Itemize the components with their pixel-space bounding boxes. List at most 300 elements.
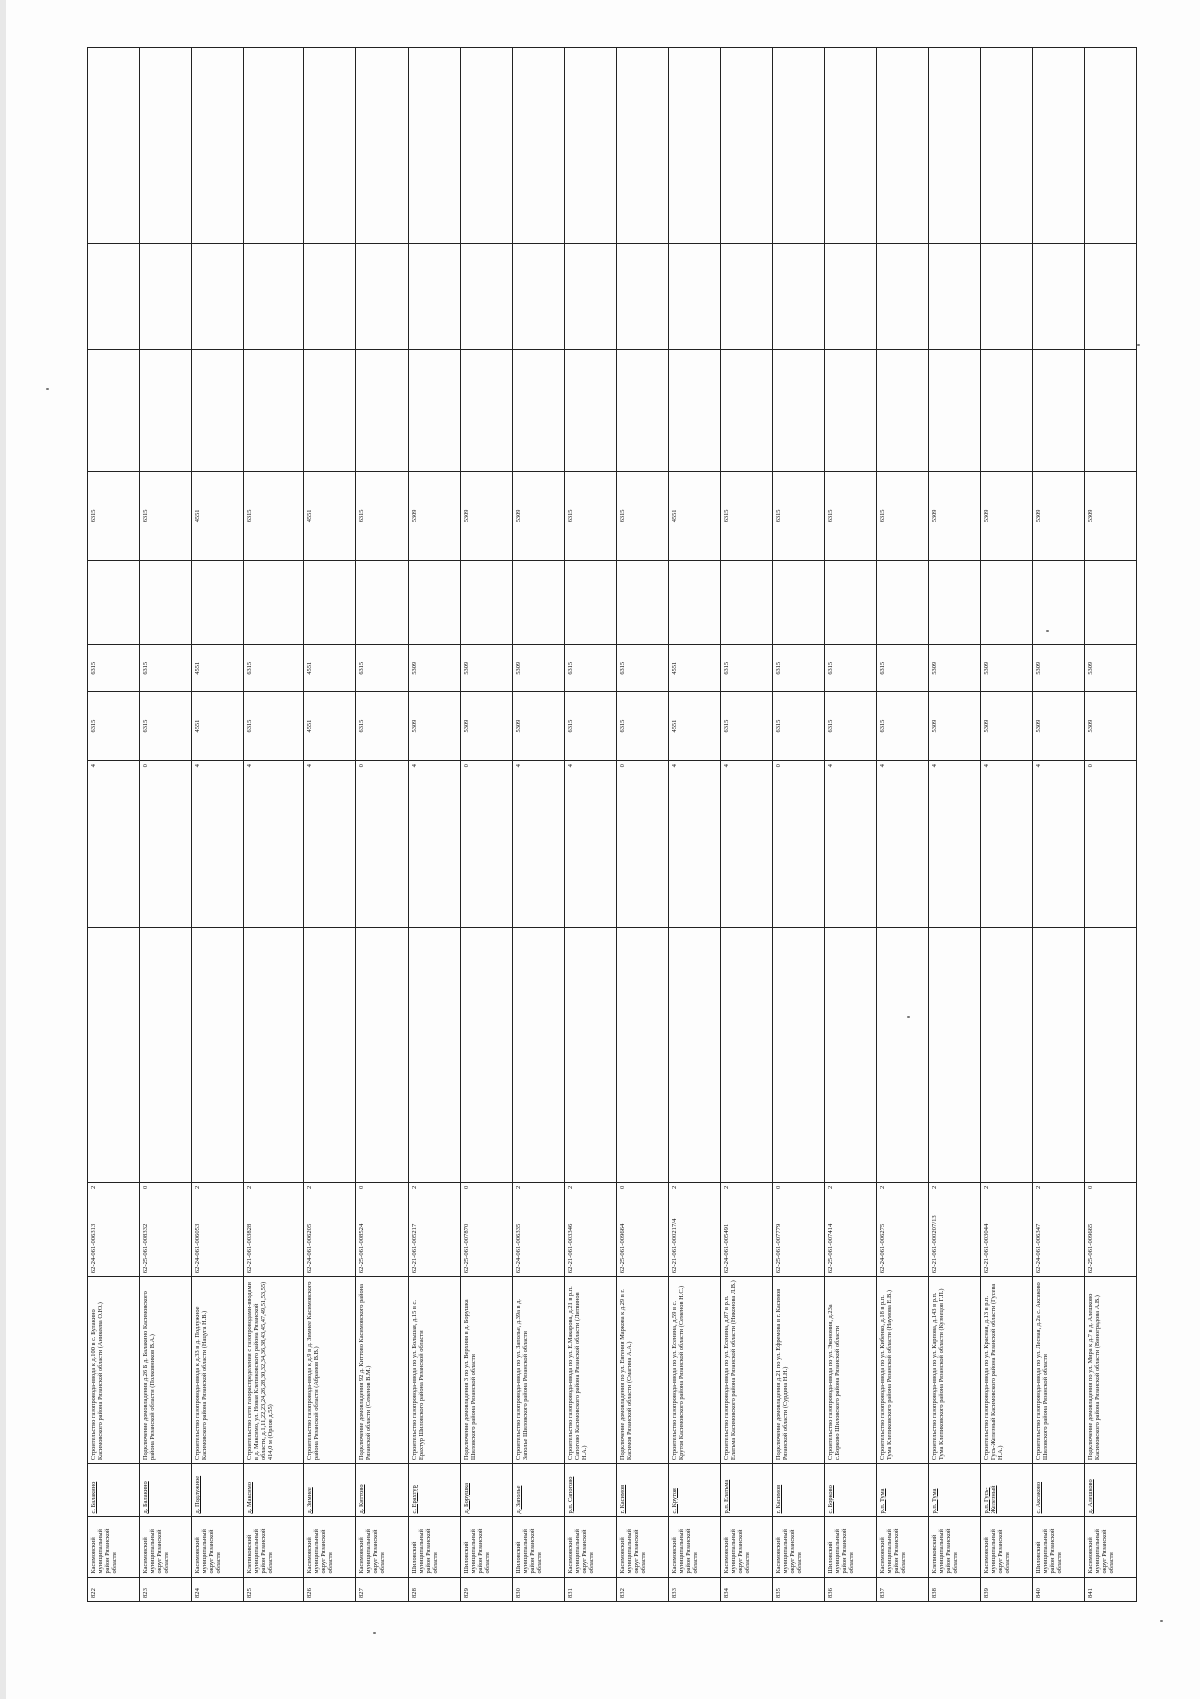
table-row [980, 48, 1032, 1602]
small-count: 2 [1034, 1185, 1042, 1189]
cost-cell-2: 6315 [88, 645, 140, 692]
empty-cell [408, 349, 460, 471]
work-description-cell: Подключение домовладения 3 по ул. Верхняя в д. Борушка Шиловского района Рязанской области [460, 1277, 512, 1464]
cost-cell-1: 5309 [928, 692, 980, 761]
empty-cell [140, 349, 192, 471]
cost-cell-2: 4551 [668, 645, 720, 692]
empty-cell [192, 349, 244, 471]
row-number-cell: 824 [192, 1577, 244, 1601]
settlement-cell: с. Крутоя [668, 1464, 720, 1517]
work-description-cell: Строительство газопровода-ввода по ул. Е.Макарова, д.21 в р.п. Сапогово Касимовского района Рязанской области (Литвинов Н.А.) [564, 1277, 616, 1464]
empty-cell [1084, 927, 1136, 1182]
empty-cell [512, 48, 564, 244]
table-row [824, 48, 876, 1602]
empty-cell [1032, 48, 1084, 244]
small-count: 0 [358, 1185, 366, 1189]
empty-cell [408, 243, 460, 349]
cost-cell-3: 6315 [88, 471, 140, 560]
row-number-cell: 832 [616, 1577, 668, 1601]
work-description-cell: Строительство сети газораспределения с газопроводами-вводами в д. Максимо, ул. Новая Клепиковского района Рязанской области, д.1,11,22,23,24,26,28,30,32,34,36,38,43,45,47,49,51,53,55) 414,0 м (Орлов д.55) [244, 1277, 304, 1464]
cost-cell-3: 5309 [1032, 471, 1084, 560]
cost-cell-3: 6315 [140, 471, 192, 560]
row-number-cell: 825 [244, 1577, 304, 1601]
small-count: 0 [142, 1185, 150, 1189]
application-code-cell: 62-25-061-007414 2 [824, 1182, 876, 1277]
cost-cell-3: 6315 [720, 471, 772, 560]
empty-cell [564, 48, 616, 244]
district-cell: Касимовский муниципальный округ Рязанской области [616, 1517, 668, 1577]
empty-cell [1032, 349, 1084, 471]
district-cell: Касимовский муниципальный округ Рязанской области [720, 1517, 772, 1577]
empty-cell [460, 48, 512, 244]
empty-cell [1032, 243, 1084, 349]
count-cell: 4 [408, 761, 460, 928]
cost-cell-3: 5309 [1084, 471, 1136, 560]
table-body [88, 48, 1137, 1602]
cost-cell-2: 5309 [1032, 645, 1084, 692]
row-number-cell: 827 [356, 1577, 408, 1601]
application-code-cell: 62-21-061-000207/13 2 [928, 1182, 980, 1277]
empty-cell [140, 927, 192, 1182]
empty-cell [244, 927, 304, 1182]
empty-cell [668, 560, 720, 645]
empty-cell [824, 349, 876, 471]
count-cell: 4 [928, 761, 980, 928]
empty-cell [668, 349, 720, 471]
district-cell: Клепиковский муниципальный район Рязанской области [244, 1517, 304, 1577]
work-description-cell: Подключение домовладения по ул. Мира к д.7 в д. Алешково Касимовского района Рязанской области (Виноградова А.В.) [1084, 1277, 1136, 1464]
scan-edge [0, 0, 6, 1699]
empty-cell [980, 48, 1032, 244]
empty-cell [460, 560, 512, 645]
empty-cell [1032, 560, 1084, 645]
district-cell: Шиловский муниципальный район Рязанской области [824, 1517, 876, 1577]
count-cell: 4 [304, 761, 356, 928]
table-row [616, 48, 668, 1602]
empty-cell [408, 927, 460, 1182]
cost-cell-2: 6315 [244, 645, 304, 692]
cost-cell-1: 5309 [512, 692, 564, 761]
cost-cell-3: 5309 [980, 471, 1032, 560]
count-cell: 4 [824, 761, 876, 928]
work-description-cell: Строительство газопровода-ввода по ул. Кибенко, д.18 в р.п. Тума Клепиковского района Рязанской области (Наумова Е.В.) [876, 1277, 928, 1464]
settlement-cell: р.п. Тума [928, 1464, 980, 1517]
settlement-cell: с. Аксаково [1032, 1464, 1084, 1517]
application-code-cell: 62-24-061-006313 2 [88, 1182, 140, 1277]
empty-cell [616, 349, 668, 471]
count-cell: 4 [512, 761, 564, 928]
district-cell: Шиловский муниципальный район Рязанской области [408, 1517, 460, 1577]
district-cell: Касимовский муниципальный район Рязанской области [668, 1517, 720, 1577]
count-cell: 0 [460, 761, 512, 928]
empty-cell [564, 560, 616, 645]
empty-cell [356, 243, 408, 349]
application-code-cell: 62-21-061-000217/4 2 [668, 1182, 720, 1277]
empty-cell [304, 243, 356, 349]
table-row [876, 48, 928, 1602]
count-cell: 0 [772, 761, 824, 928]
row-number-cell: 839 [980, 1577, 1032, 1601]
application-code-cell: 62-24-061-005491 2 [720, 1182, 772, 1277]
empty-cell [192, 560, 244, 645]
cost-cell-3: 5309 [928, 471, 980, 560]
empty-cell [720, 243, 772, 349]
count-cell: 4 [876, 761, 928, 928]
cost-cell-3: 4551 [304, 471, 356, 560]
empty-cell [876, 927, 928, 1182]
empty-cell [824, 560, 876, 645]
application-code-cell: 62-25-061-008332 0 [140, 1182, 192, 1277]
cost-cell-2: 6315 [564, 645, 616, 692]
empty-cell [304, 927, 356, 1182]
cost-cell-2: 5309 [512, 645, 564, 692]
count-cell: 0 [356, 761, 408, 928]
district-cell: Шиловский муниципальный район Рязанской области [460, 1517, 512, 1577]
application-code-cell: 62-24-061-006053 2 [192, 1182, 244, 1277]
application-code-cell: 62-25-061-009664 0 [616, 1182, 668, 1277]
table-row [928, 48, 980, 1602]
empty-cell [928, 48, 980, 244]
count-cell: 4 [1032, 761, 1084, 928]
application-code-cell: 62-25-061-007870 0 [460, 1182, 512, 1277]
work-description-cell: Строительство газопровода-ввода по ул. Карпова, д.143 в р.п. Тума Клепиковского района Рязанской области (Кузнецов Г.П.) [928, 1277, 980, 1464]
empty-cell [88, 243, 140, 349]
small-count: 0 [1086, 1185, 1094, 1189]
empty-cell [928, 243, 980, 349]
settlement-cell: д. Максимо [244, 1464, 304, 1517]
cost-cell-2: 4551 [304, 645, 356, 692]
work-description-cell: Строительство газопровода-ввода по ул. Есенина, д.59 в с. Крутоя Касимовского района Рязанской области (Семенов Н.С.) [668, 1277, 720, 1464]
small-count: 2 [194, 1185, 202, 1189]
district-cell: Касимовский муниципальный округ Рязанской области [356, 1517, 408, 1577]
count-cell: 0 [140, 761, 192, 928]
scan-speck [1046, 630, 1049, 632]
table-row [772, 48, 824, 1602]
count-cell: 0 [1084, 761, 1136, 928]
cost-cell-2: 6315 [772, 645, 824, 692]
row-number-cell: 823 [140, 1577, 192, 1601]
empty-cell [720, 48, 772, 244]
cost-cell-1: 6315 [772, 692, 824, 761]
empty-cell [88, 560, 140, 645]
settlement-cell: с. Борково [824, 1464, 876, 1517]
row-number-cell: 829 [460, 1577, 512, 1601]
cost-cell-3: 5309 [460, 471, 512, 560]
empty-cell [192, 927, 244, 1182]
small-count: 0 [774, 1185, 782, 1189]
row-number-cell: 834 [720, 1577, 772, 1601]
cost-cell-3: 4551 [668, 471, 720, 560]
cost-cell-2: 5309 [1084, 645, 1136, 692]
cost-cell-1: 5309 [980, 692, 1032, 761]
work-description-cell: Подключение домовладения д.21 по ул. Ефремова в г. Касимов Рязанской области (Сурдина Н.Н.) [772, 1277, 824, 1464]
empty-cell [772, 927, 824, 1182]
application-code-cell: 62-21-061-003828 2 [244, 1182, 304, 1277]
small-count: 2 [306, 1185, 314, 1189]
empty-cell [1084, 243, 1136, 349]
cost-cell-1: 6315 [244, 692, 304, 761]
cost-cell-3: 6315 [244, 471, 304, 560]
district-cell: Шиловский муниципальный район Рязанской области [512, 1517, 564, 1577]
cost-cell-3: 6315 [616, 471, 668, 560]
count-cell: 4 [980, 761, 1032, 928]
work-description-cell: Подключение домовладения по ул. Евгения Маркова к д.29 в г. Касимов Рязанской области (Смагина А.А.) [616, 1277, 668, 1464]
district-cell: Касимовский муниципальный район Рязанской области [88, 1517, 140, 1577]
cost-cell-2: 5309 [460, 645, 512, 692]
count-cell: 4 [192, 761, 244, 928]
cost-cell-2: 6315 [876, 645, 928, 692]
cost-cell-3: 6315 [876, 471, 928, 560]
cost-cell-3: 5309 [408, 471, 460, 560]
empty-cell [140, 243, 192, 349]
empty-cell [824, 48, 876, 244]
cost-cell-2: 5309 [980, 645, 1032, 692]
settlement-cell: р.п. Елатьма [720, 1464, 772, 1517]
empty-cell [512, 927, 564, 1182]
settlement-cell: д. Алешково [1084, 1464, 1136, 1517]
empty-cell [356, 927, 408, 1182]
empty-cell [772, 48, 824, 244]
small-count: 2 [982, 1185, 990, 1189]
small-count: 2 [410, 1185, 418, 1189]
district-cell: Касимовский муниципальный округ Рязанской области [304, 1517, 356, 1577]
empty-cell [244, 349, 304, 471]
empty-cell [512, 349, 564, 471]
empty-cell [408, 48, 460, 244]
district-cell: Шиловский муниципальный район Рязанской области [1032, 1517, 1084, 1577]
cost-cell-1: 4551 [192, 692, 244, 761]
work-description-cell: Строительство газопровода-ввода к д.9 в д. Зимнее Касимовского района Рязанской области (Абрамов В.В.) [304, 1277, 356, 1464]
work-description-cell: Подключение домовладения 92 д. Киттово Касимовского района Рязанской области (Семенов В.М.) [356, 1277, 408, 1464]
count-cell: 4 [564, 761, 616, 928]
small-count: 2 [722, 1185, 730, 1189]
work-description-cell: Подключение домовладения д.26 Б д. Балакино Касимовского района Рязанской области (Полковников В.А.) [140, 1277, 192, 1464]
settlement-cell: р.п. Тума [876, 1464, 928, 1517]
empty-cell [356, 48, 408, 244]
cost-cell-1: 5309 [408, 692, 460, 761]
table-row [140, 48, 192, 1602]
district-cell: Клепиковский муниципальный район Рязанской области [928, 1517, 980, 1577]
cost-cell-2: 4551 [192, 645, 244, 692]
cost-cell-1: 6315 [876, 692, 928, 761]
district-cell: Касимовский муниципальный округ Рязанской области [980, 1517, 1032, 1577]
cost-cell-2: 5309 [408, 645, 460, 692]
work-description-cell: Строительство газопровода-ввода по ул. Есенина, д.87 в р.п. Елатьма Касимовского района Рязанской области (Никонова Л.В.) [720, 1277, 772, 1464]
table-row [720, 48, 772, 1602]
table-row [88, 48, 140, 1602]
work-description-cell: Строительство газопровода-ввода по ул. Красная, д.13 в р.п. Гусь-Железный Касимовского района Рязанской области (Гусева Н.А.) [980, 1277, 1032, 1464]
empty-cell [1032, 927, 1084, 1182]
empty-cell [192, 48, 244, 244]
empty-cell [876, 48, 928, 244]
settlement-cell: д. Заполье [512, 1464, 564, 1517]
cost-cell-2: 5309 [928, 645, 980, 692]
empty-cell [668, 243, 720, 349]
work-description-cell: Строительство газопровода-ввода по ул. Большая, д.15 в с. Ерахтур Шиловского района Рязанской области [408, 1277, 460, 1464]
scan-speck [46, 388, 49, 390]
cost-cell-3: 6315 [824, 471, 876, 560]
count-cell: 0 [616, 761, 668, 928]
settlement-cell: г. Касимов [616, 1464, 668, 1517]
empty-cell [1084, 349, 1136, 471]
application-code-cell: 62-25-061-008524 0 [356, 1182, 408, 1277]
count-cell: 4 [88, 761, 140, 928]
table-row [1084, 48, 1136, 1602]
row-number-cell: 822 [88, 1577, 140, 1601]
cost-cell-2: 6315 [140, 645, 192, 692]
empty-cell [244, 560, 304, 645]
table-row [244, 48, 304, 1602]
small-count: 2 [826, 1185, 834, 1189]
small-count: 2 [566, 1185, 574, 1189]
settlement-cell: с. Балакино [88, 1464, 140, 1517]
settlement-cell: д. Борушка [460, 1464, 512, 1517]
district-cell: Касимовский муниципальный округ Рязанской области [192, 1517, 244, 1577]
scan-speck [1160, 1620, 1163, 1622]
count-cell: 4 [668, 761, 720, 928]
empty-cell [772, 560, 824, 645]
work-description-cell: Строительство газопровода-ввода по ул. Экономия, д.23а с.Борково Шиловского района Рязанской области [824, 1277, 876, 1464]
small-count: 2 [514, 1185, 522, 1189]
empty-cell [980, 349, 1032, 471]
empty-cell [1084, 48, 1136, 244]
scan-speck [907, 1016, 910, 1018]
cost-cell-1: 6315 [616, 692, 668, 761]
application-code-cell: 62-21-061-005217 2 [408, 1182, 460, 1277]
empty-cell [140, 560, 192, 645]
table-row [192, 48, 244, 1602]
row-number-cell: 837 [876, 1577, 928, 1601]
empty-cell [720, 927, 772, 1182]
cost-cell-1: 4551 [668, 692, 720, 761]
work-description-cell: Строительство газопровода-ввода к д.100 в с. Булакино Касимовского района Рязанской области (Аникеева О.Ю.) [88, 1277, 140, 1464]
settlement-cell: д. Зимнее [304, 1464, 356, 1517]
count-cell: 4 [720, 761, 772, 928]
empty-cell [304, 560, 356, 645]
empty-cell [244, 48, 304, 244]
empty-cell [616, 927, 668, 1182]
application-code-cell: 62-24-061-006275 2 [876, 1182, 928, 1277]
table-row [564, 48, 616, 1602]
scan-speck [1137, 344, 1140, 346]
cost-cell-1: 6315 [356, 692, 408, 761]
count-cell: 4 [244, 761, 304, 928]
empty-cell [304, 349, 356, 471]
district-cell: Касимовский муниципальный округ Рязанской области [564, 1517, 616, 1577]
empty-cell [876, 243, 928, 349]
empty-cell [876, 349, 928, 471]
empty-cell [140, 48, 192, 244]
settlement-cell: р.п. Гусь-Железный [980, 1464, 1032, 1517]
cost-cell-1: 6315 [88, 692, 140, 761]
table-row [1032, 48, 1084, 1602]
application-code-cell: 62-24-061-006347 2 [1032, 1182, 1084, 1277]
table-row [668, 48, 720, 1602]
empty-cell [356, 349, 408, 471]
cost-cell-1: 6315 [824, 692, 876, 761]
work-description-cell: Строительство газопровода-ввода по ул. Лесная, д.2а с. Аксаково Шиловского района Рязанской области [1032, 1277, 1084, 1464]
settlement-cell: д. Киттово [356, 1464, 408, 1517]
table-row [304, 48, 356, 1602]
empty-cell [460, 927, 512, 1182]
row-number-cell: 828 [408, 1577, 460, 1601]
rotated-table-container [87, 47, 1137, 1602]
gas-connections-table [87, 47, 1137, 1602]
small-count: 2 [90, 1185, 97, 1189]
empty-cell [88, 927, 140, 1182]
empty-cell [564, 927, 616, 1182]
application-code-cell: 62-21-061-003346 2 [564, 1182, 616, 1277]
row-number-cell: 826 [304, 1577, 356, 1601]
row-number-cell: 841 [1084, 1577, 1136, 1601]
empty-cell [876, 560, 928, 645]
empty-cell [668, 48, 720, 244]
small-count: 2 [246, 1185, 254, 1189]
cost-cell-3: 6315 [564, 471, 616, 560]
table-row [356, 48, 408, 1602]
district-cell: Касимовский муниципальный округ Рязанской области [1084, 1517, 1136, 1577]
row-number-cell: 835 [772, 1577, 824, 1601]
row-number-cell: 830 [512, 1577, 564, 1601]
settlement-cell: г. Касимов [772, 1464, 824, 1517]
empty-cell [772, 243, 824, 349]
empty-cell [772, 349, 824, 471]
row-number-cell: 840 [1032, 1577, 1084, 1601]
empty-cell [88, 48, 140, 244]
empty-cell [564, 243, 616, 349]
application-code-cell: 62-21-061-003044 2 [980, 1182, 1032, 1277]
empty-cell [928, 927, 980, 1182]
cost-cell-3: 6315 [772, 471, 824, 560]
empty-cell [244, 243, 304, 349]
empty-cell [564, 349, 616, 471]
settlement-cell: д. Подлужное [192, 1464, 244, 1517]
empty-cell [720, 560, 772, 645]
empty-cell [616, 48, 668, 244]
small-count: 2 [878, 1185, 886, 1189]
scan-speck [373, 1632, 376, 1634]
small-count: 0 [462, 1185, 470, 1189]
row-number-cell: 833 [668, 1577, 720, 1601]
cost-cell-2: 6315 [616, 645, 668, 692]
empty-cell [88, 349, 140, 471]
district-cell: Касимовский муниципальный район Рязанской области [876, 1517, 928, 1577]
cost-cell-2: 6315 [356, 645, 408, 692]
empty-cell [192, 243, 244, 349]
empty-cell [980, 243, 1032, 349]
empty-cell [1084, 560, 1136, 645]
row-number-cell: 838 [928, 1577, 980, 1601]
empty-cell [616, 243, 668, 349]
application-code-cell: 62-24-061-006335 2 [512, 1182, 564, 1277]
work-description-cell: Строительство газопровода-ввода к д.33 в д. Подлужное Касимовского района Рязанской области (Нацуга Н.В.) [192, 1277, 244, 1464]
cost-cell-1: 5309 [1032, 692, 1084, 761]
empty-cell [980, 927, 1032, 1182]
table-row [512, 48, 564, 1602]
application-code-cell: 62-25-061-009665 0 [1084, 1182, 1136, 1277]
small-count: 0 [618, 1185, 626, 1189]
cost-cell-1: 6315 [140, 692, 192, 761]
application-code-cell: 62-24-061-006205 2 [304, 1182, 356, 1277]
row-number-cell: 831 [564, 1577, 616, 1601]
empty-cell [512, 243, 564, 349]
empty-cell [356, 560, 408, 645]
district-cell: Касимовский муниципальный округ Рязанской области [772, 1517, 824, 1577]
work-description-cell: Строительство газопровода-ввода по ул. Заполье, д.39а в д. Заполье Шиловского района Рязанской области [512, 1277, 564, 1464]
small-count: 2 [930, 1185, 938, 1189]
cost-cell-3: 5309 [512, 471, 564, 560]
empty-cell [928, 560, 980, 645]
